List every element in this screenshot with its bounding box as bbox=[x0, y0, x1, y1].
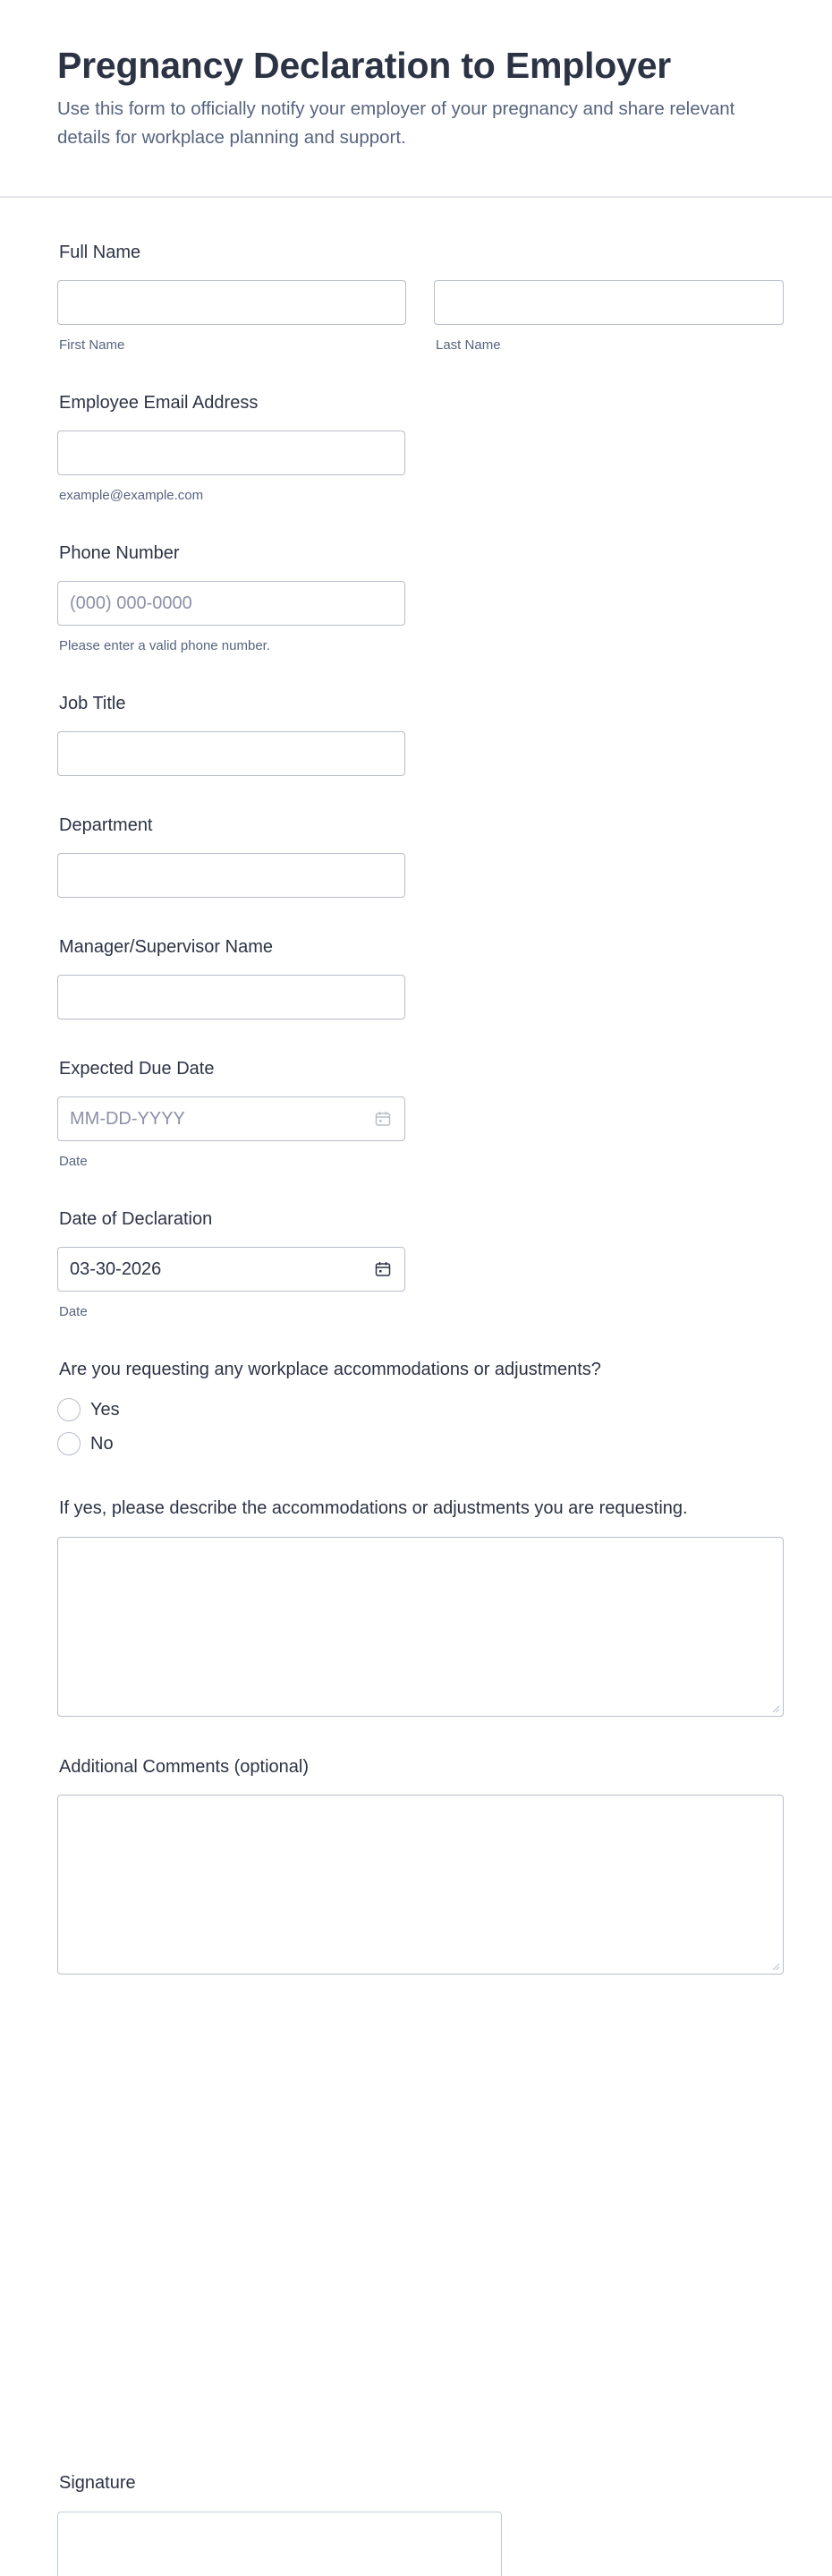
due-date-input[interactable] bbox=[57, 1096, 405, 1141]
due-date-placeholder: MM-DD-YYYY bbox=[70, 1109, 185, 1129]
job-title-label: Job Title bbox=[59, 694, 126, 713]
full-name-label: Full Name bbox=[59, 243, 141, 262]
radio-label-no: No bbox=[90, 1434, 114, 1454]
radio-button-no[interactable] bbox=[57, 1432, 81, 1455]
first-name-input[interactable] bbox=[57, 280, 406, 325]
phone-input[interactable] bbox=[57, 581, 405, 626]
due-date-sublabel: Date bbox=[59, 1154, 88, 1169]
radio-button-yes[interactable] bbox=[57, 1398, 81, 1421]
due-date-label: Expected Due Date bbox=[59, 1059, 215, 1079]
resize-grip-icon[interactable] bbox=[771, 1704, 780, 1713]
calendar-icon[interactable] bbox=[374, 1110, 392, 1128]
declaration-date-label: Date of Declaration bbox=[59, 1209, 213, 1229]
department-input[interactable] bbox=[57, 853, 405, 898]
email-input[interactable] bbox=[57, 431, 405, 475]
radio-option-no[interactable] bbox=[57, 1431, 236, 1456]
manager-label: Manager/Supervisor Name bbox=[59, 937, 273, 957]
email-label: Employee Email Address bbox=[59, 393, 259, 413]
page-title: Pregnancy Declaration to Employer bbox=[57, 45, 672, 86]
department-label: Department bbox=[59, 815, 153, 835]
declaration-date-value: 03-30-2026 bbox=[70, 1259, 162, 1279]
last-name-sublabel: Last Name bbox=[436, 337, 501, 353]
last-name-input[interactable] bbox=[434, 280, 784, 325]
first-name-sublabel: First Name bbox=[59, 337, 125, 353]
declaration-date-sublabel: Date bbox=[59, 1304, 88, 1319]
signature-label: Signature bbox=[59, 2473, 136, 2493]
manager-input[interactable] bbox=[57, 975, 405, 1019]
comments-textarea[interactable] bbox=[57, 1795, 784, 1975]
accommodations-question: Are you requesting any workplace accommodations or adjustments? bbox=[59, 1360, 601, 1379]
page-subtitle: Use this form to officially notify your employer of your pregnancy and share relevant details for workplace planning and support. bbox=[57, 98, 735, 148]
phone-sublabel: Please enter a valid phone number. bbox=[59, 638, 270, 653]
phone-label: Phone Number bbox=[59, 543, 180, 563]
comments-label: Additional Comments (optional) bbox=[59, 1757, 310, 1777]
radio-label-yes: Yes bbox=[90, 1400, 120, 1420]
signature-pad[interactable] bbox=[57, 2512, 502, 2576]
describe-textarea[interactable] bbox=[57, 1537, 784, 1717]
resize-grip-icon[interactable] bbox=[771, 1962, 780, 1971]
phone-placeholder: (000) 000-0000 bbox=[70, 593, 192, 613]
describe-label: If yes, please describe the accommodations or adjustments you are requesting. bbox=[59, 1498, 688, 1518]
calendar-icon[interactable] bbox=[374, 1260, 392, 1278]
form-header bbox=[0, 0, 832, 198]
job-title-input[interactable] bbox=[57, 731, 405, 776]
declaration-date-input[interactable] bbox=[57, 1247, 405, 1292]
radio-option-yes[interactable] bbox=[57, 1397, 236, 1422]
email-sublabel: example@example.com bbox=[59, 488, 204, 503]
